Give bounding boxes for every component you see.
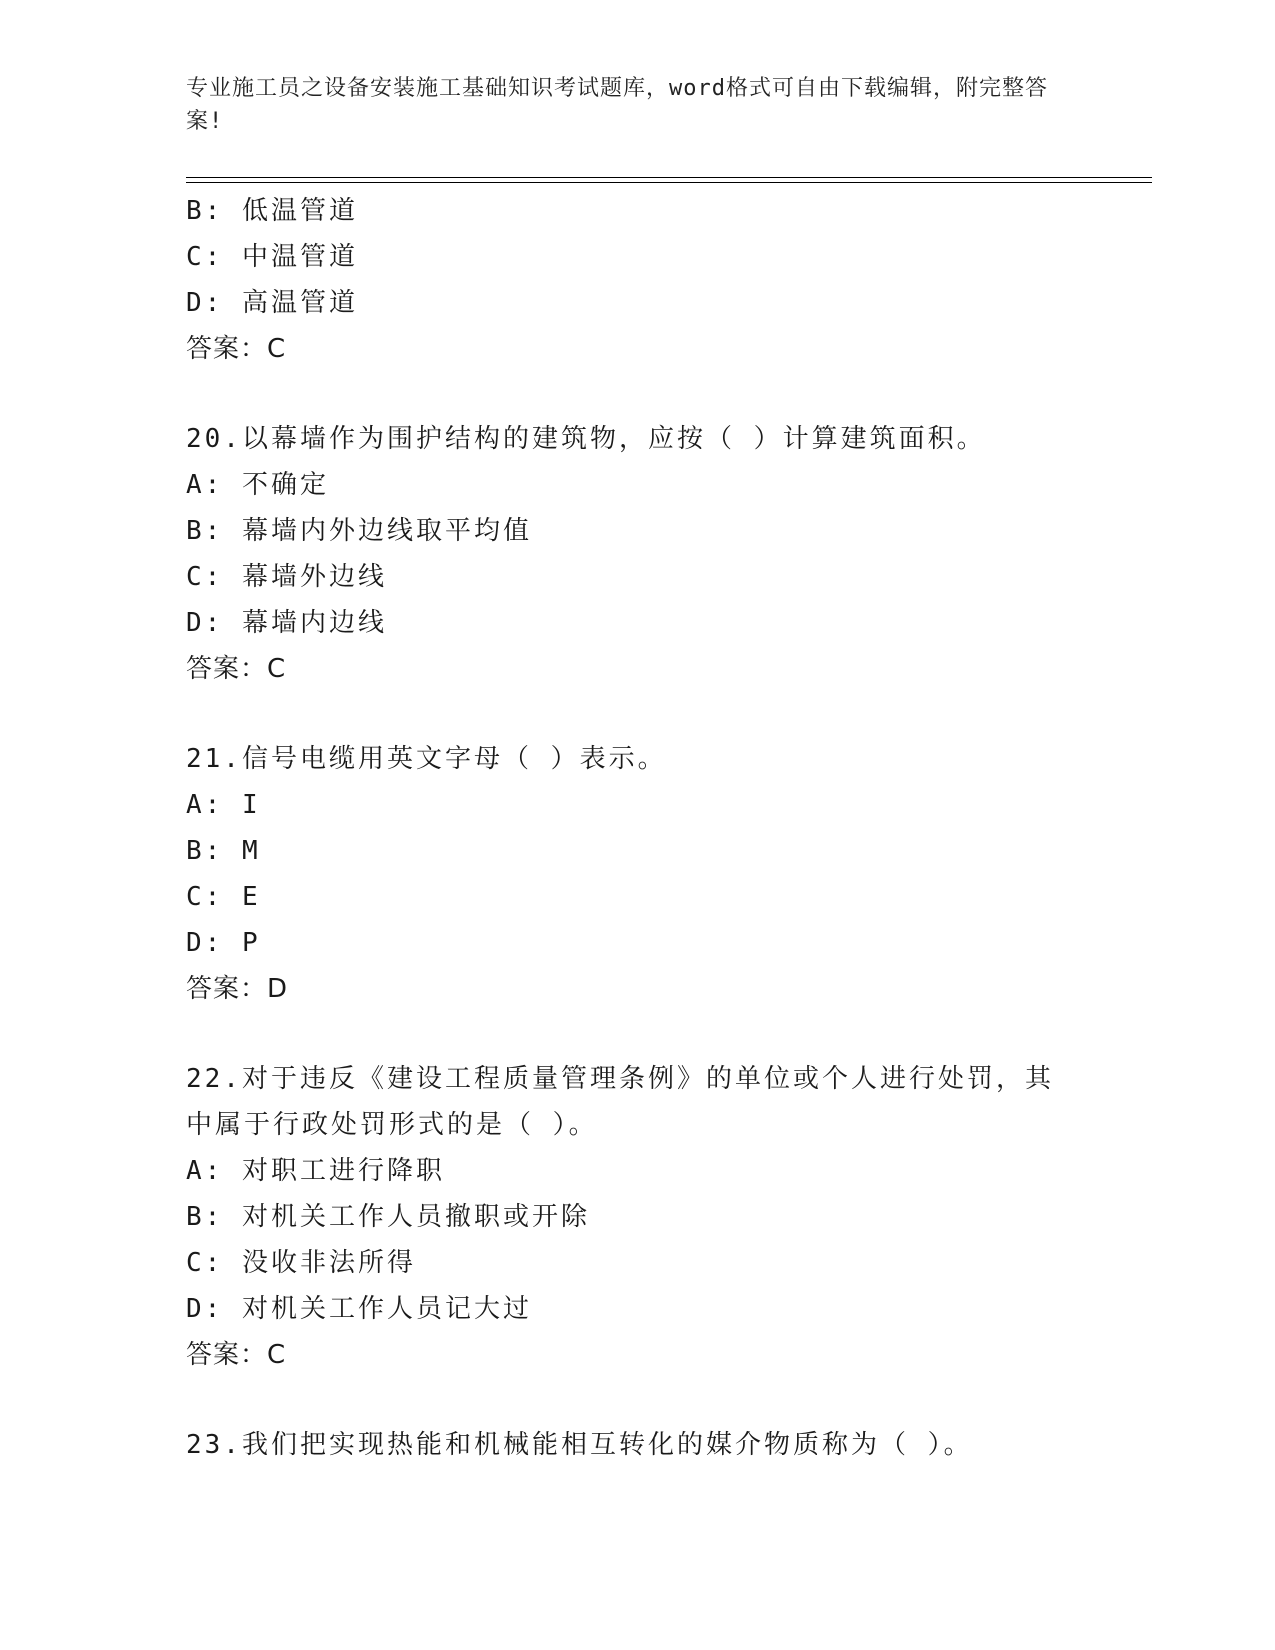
option-c: C: 中温管道 — [186, 242, 358, 272]
question-title: 20.以幕墙作为围护结构的建筑物，应按（ ）计算建筑面积。 — [186, 424, 986, 454]
header-rule-top — [186, 177, 1152, 178]
option-d: D: 幕墙内边线 — [186, 608, 387, 638]
option-b: B: 低温管道 — [186, 196, 358, 226]
option-a: A: I — [186, 790, 261, 820]
question-title: 23.我们把实现热能和机械能相互转化的媒介物质称为（ ）。 — [186, 1430, 973, 1460]
option-a: A: 对职工进行降职 — [186, 1156, 445, 1186]
question-21 — [186, 736, 1152, 1012]
answer: 答案：D — [186, 974, 289, 1004]
option-b: B: M — [186, 836, 261, 866]
answer: 答案：C — [186, 654, 287, 684]
header-rule-bottom — [186, 182, 1152, 183]
answer: 答案：C — [186, 334, 287, 364]
option-c: C: 没收非法所得 — [186, 1248, 416, 1278]
question-20 — [186, 416, 1152, 692]
option-c: C: 幕墙外边线 — [186, 562, 387, 592]
option-d: D: P — [186, 928, 261, 958]
option-a: A: 不确定 — [186, 470, 329, 500]
option-b: B: 幕墙内外边线取平均值 — [186, 516, 532, 546]
question-19-continued — [186, 188, 1152, 372]
option-c: C: E — [186, 882, 261, 912]
answer: 答案：C — [186, 1340, 287, 1370]
question-22 — [186, 1056, 1152, 1378]
question-list — [186, 188, 1152, 1468]
page-header: 专业施工员之设备安装施工基础知识考试题库，word格式可自由下载编辑，附完整答案! — [186, 76, 1048, 134]
option-b: B: 对机关工作人员撤职或开除 — [186, 1202, 590, 1232]
question-23 — [186, 1422, 1152, 1468]
option-d: D: 高温管道 — [186, 288, 358, 318]
question-title: 21.信号电缆用英文字母（ ）表示。 — [186, 744, 667, 774]
option-d: D: 对机关工作人员记大过 — [186, 1294, 532, 1324]
question-title: 22.对于违反《建设工程质量管理条例》的单位或个人进行处罚，其中属于行政处罚形式的是（ ）。 — [186, 1064, 1054, 1140]
